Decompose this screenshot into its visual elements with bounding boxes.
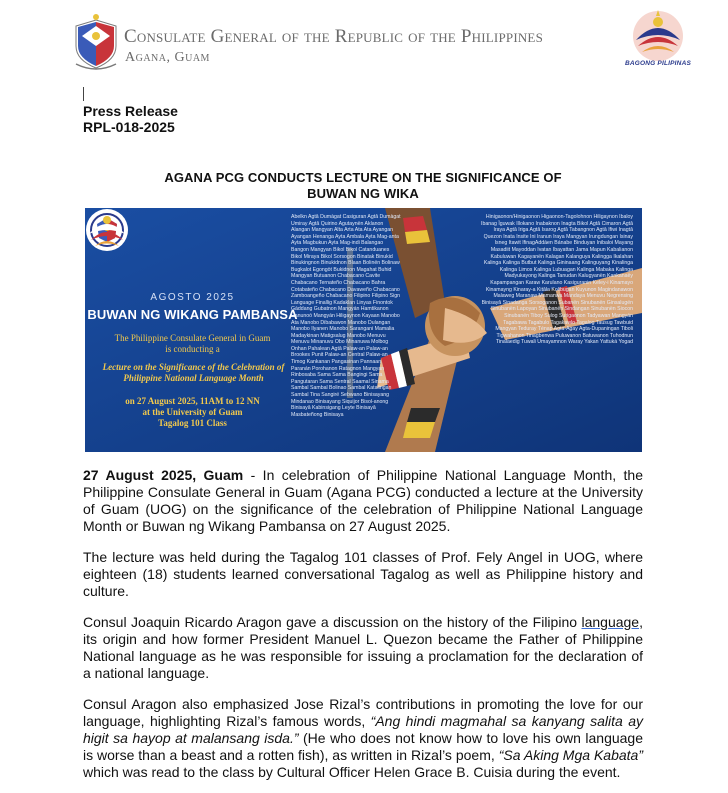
philippine-seal-icon — [70, 12, 122, 74]
paragraph-2: The lecture was held during the Tagalog 101 classes of Prof. Fely Angel in UOG, where eighteen (18) students learned conversational Tagalog as well as Philippine history and culture. — [83, 549, 643, 599]
banner-languages-right: Hinigaonon/Hinigaonon Higaonon-Tagolohnon Hiligaynon Ibaloy Ibanag Ïguwak Illokano Inabaknon Inagta Bikol Agtâ Cimaron Agtâ Iraya Agtâ Iriga Agtâ Isarog Agtâ Tabangnon Agtâ Ifiwi Inagtâ Quezon Inata Insite Ini Iranun Iraya Mangyan Irungdungan Isinay Isneg Itawit IfinagAddáen Bánabe Binduyan Inibaloi Mayang Masadiit Mayoddan Ivatan Ibayattan Jama Mapun Kabalianon Kabuluwan Kagayanën Kalagan Kalanguya Kalingga Ikalahan Kalinga Kalinga Butbut Kalinga Gininaang Kalinguyang Kinalinga Kalinga Limos Kalinga Lubuagan Kalinga Mabaka Kalinga Madyukayong Kalinga Tanudan Kalugyanën Kankanaëy Kapampangan Karaw Karulano Kasiguranin Keley-i Kinamayo Kinamayng Kinaray-a Kitâla Kolibugan Kuyunon Magindanawon Malaweg Maranaw Mamanwa Mandaya Menuvu Negrensing Binisayâ Sinadanga Sorsoganon Subanën Sinubanën Ginsalugën Sinubanën Lapoyan Sinubanën Sindangan Sinubanën Siocon Sinubanën Tiboy Sulog Surigaonon Tadyawan Mangyán Tagabawa Tagabulo Tagakawlo Tagalog Tausug Tawbuid Mangyan Teduray Ténap Agta-Agay Agta-Dupaningan Tiboli Tigwahanon Tinagbenwa Puluwanon Batuwanon Tuhodnun Tinalaedig Tuwali Umayamnon Waray Yakan Yattuká Yogad — [481, 214, 633, 346]
paragraph-4 — [83, 696, 643, 781]
banner-class: Tagalog 101 Class — [158, 418, 227, 428]
consulate-location: Agana, Guam — [125, 50, 210, 65]
headline — [83, 170, 643, 202]
banner-schedule — [85, 396, 300, 429]
banner-venue: at the University of Guam — [142, 407, 243, 417]
bagong-pilipinas-banner-logo-icon — [85, 208, 129, 252]
bagong-pilipinas-label: BAGONG PILIPINAS — [624, 60, 692, 67]
press-release-label: Press Release — [83, 103, 178, 119]
banner-title: BUWAN NG WIKANG PAMBANSA — [87, 307, 298, 322]
headline-line-2: BUWAN NG WIKA — [307, 186, 419, 201]
letterhead — [0, 0, 728, 90]
paragraph-4-text-b: (He who does not know how to love his own language is worse than a beast and a rotten fish), as written in Rizal’s poem, — [83, 730, 643, 763]
spellcheck-word[interactable]: language, — [581, 614, 643, 630]
paragraph-3-text-a: Consul Joaquin Ricardo Aragon gave a discussion on the history of the Filipino — [83, 614, 582, 630]
paragraph-1-text: - In celebration of Philippine National Language Month, the Philippine Consulate General in Guam (Agana PCG) conducted a lecture at the University of Guam (UOG) on the significance of the celebration of Philippine National Language Month or Buwan ng Wikang Pambansa on 27 August 2025. — [83, 467, 643, 534]
paragraph-1 — [83, 467, 643, 535]
banner-date: on 27 August 2025, 11AM to 12 NN — [125, 396, 260, 406]
banner-intro-line-1: The Philippine Consulate General in Guam — [114, 333, 271, 343]
headline-line-1: AGANA PCG CONDUCTS LECTURE ON THE SIGNIFICANCE OF — [164, 170, 562, 185]
paragraph-3 — [83, 614, 643, 682]
dateline: 27 August 2025, Guam — [83, 467, 244, 483]
poem-title: “Sa Aking Mga Kabata” — [498, 747, 643, 763]
paragraph-3-text-b: its origin and how former President Manuel L. Quezon became the Father of Philippine National language as he was responsible for issuing a proclamation for the declaration of a national language. — [83, 631, 643, 681]
press-release-block — [83, 103, 178, 135]
rizal-quote: “Ang hindi magmahal sa kanyang salita ay higit sa hayop at malansang isda.” — [83, 713, 643, 746]
press-release-number: RPL-018-2025 — [83, 119, 175, 135]
banner-languages-left: Abelkn Agtâ Dumàgat Casiguran Agtâ Dumàgat Umiray Agtâ Quirino Agutaynën Aklanon Alangan Mangyan Alta Arta Ata Ata Ayangan Ayangan Henanga Ayta Ambala Ayta Mag-anta Ayta Magbukun Ayta Mag-indi Balangao Bangon Mangyan Bikol Bikol Catanduanes Bikol Miraya Bikol Sorsogon Binatak Binukid Binukingnon Binukidnon Blaan Bolinën Bolinaw Bugkalot Egongöt Bukidnon Magahat Buhid Mangyan Butuanon Chabacano Cavite Chabacano Ternateño Chabacano Bahra Cotabateño Chabacano Davaweño Chabacano Zamboangeño Chabacano Filipino Filipino Sign Language Finallig Kadaklan Linyas Finontok Gáddang Gubatnon Mangyán Hamtikanon Hanunoó Mangyán Hiligaynon Kayaan Manobo Ata Manobo Dibabawon Manobo Dulangan Manobo Ilyanen Manobo Sarangani Mamalia Madaykinan Matigsalug Manobo Menuvu Menuvu Minanuvu Obo Minanuwa Molbog Onhan Pahalean Agtâ Palaw-an Palaw-an Brookes Punit Palaw-an Central Palaw-an Timog Kankanan Pangasinan Pannaan Paranán Porohanon Ratagnon Mangyan Rinbosaba Sama Sama Bangingi Sama Pangutaran Sama Sentral Saamal Sinama Sambal Sambal Bolinao Sambal Katalingan Sambal Tina Sangirë Sebwano Binisayang Mindanao Binisayang Siquijor Bisol-anong Binisayâ Kabinsigang Leyte Binisayâ Masbateñong Binisaya — [291, 214, 401, 418]
banner-intro — [85, 333, 300, 355]
event-banner-image — [85, 208, 642, 452]
paragraph-4-text-c: which was read to the class by Cultural Officer Helen Grace B. Cuisia during the event. — [83, 764, 621, 780]
text-cursor — [83, 87, 84, 101]
banner-month: AGOSTO 2025 — [150, 292, 235, 303]
banner-lecture-title: Lecture on the Significance of the Celebration of Philippine National Language Month — [102, 362, 285, 383]
paragraph-4-text-a: Consul Aragon also emphasized Jose Rizal’s contributions in promoting the love for our language, highlighting Rizal’s famous words, — [83, 696, 643, 729]
consulate-title: Consulate General of the Republic of the Philippines — [124, 26, 544, 47]
bagong-pilipinas-logo-icon — [628, 6, 688, 66]
banner-intro-line-2: is conducting a — [165, 344, 220, 354]
